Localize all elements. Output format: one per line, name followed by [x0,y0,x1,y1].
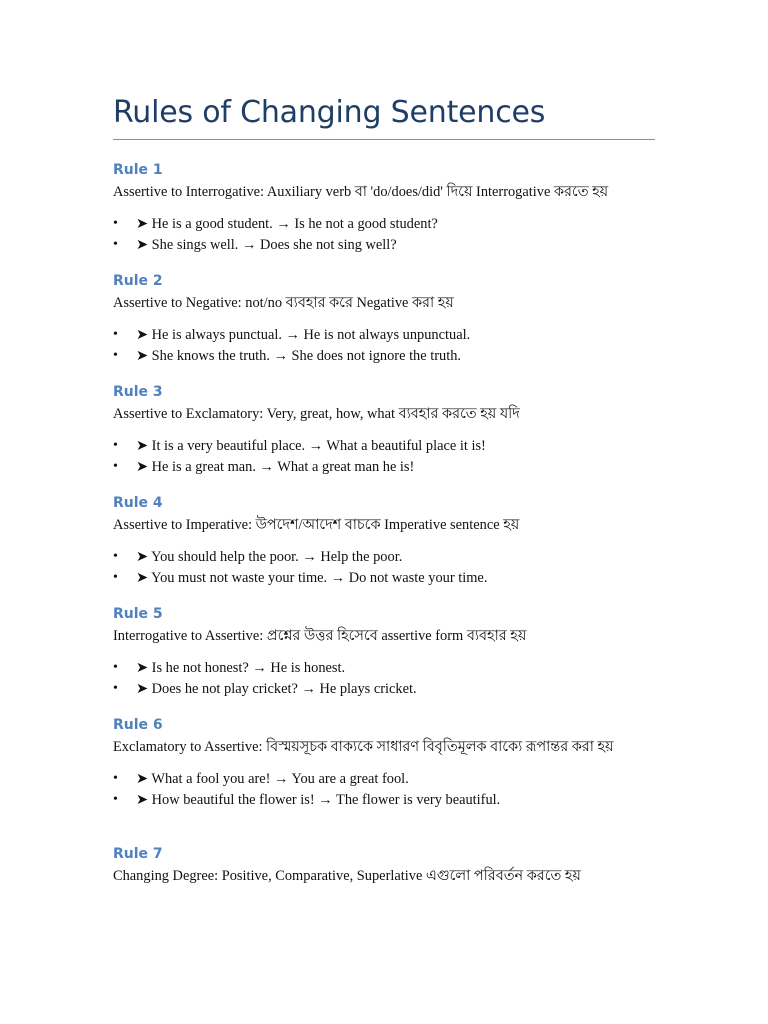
example-text: ➤ How beautiful the flower is! → The flower is very beautiful. [136,791,501,808]
rule-section-4 [113,494,658,588]
example-text: ➤ It is a very beautiful place. → What a beautiful place it is! [136,438,486,454]
example-text: ➤ He is a great man. → What a great man he is! [136,458,415,475]
example-item [113,436,658,457]
rule-heading: Rule 5 [113,606,163,622]
rule-section-2 [113,272,658,366]
rule-description: Changing Degree: Positive, Comparative, Superlative এগুলো পরিবর্তন করতে হয় [113,868,581,884]
example-text: ➤ What a fool you are! → You are a great fool. [136,771,409,787]
bullet-icon: • [113,549,118,564]
example-text: ➤ He is a good student. → Is he not a good student? [136,216,438,232]
rule-section-7 [113,845,658,886]
example-item [113,769,658,790]
example-item [113,658,658,679]
example-text: ➤ She knows the truth. → She does not ignore the truth. [136,347,462,364]
rule-heading: Rule 6 [113,717,163,733]
example-item [113,457,658,478]
example-item [113,790,658,811]
rule-section-1 [113,161,658,255]
example-list [113,658,658,699]
example-text: ➤ He is always punctual. → He is not always unpunctual. [136,327,471,343]
rule-section-5 [113,605,658,699]
rule-description: Exclamatory to Assertive: বিস্ময়সূচক বাক্যকে সাধারণ বিবৃতিমূলক বাক্যে রূপান্তর করা হয় [113,739,614,755]
example-text: ➤ You should help the poor. → Help the poor. [136,549,403,565]
bullet-icon: • [113,347,118,363]
example-text: ➤ She sings well. → Does she not sing well? [136,236,397,253]
example-list [113,214,658,255]
example-text: ➤ Is he not honest? → He is honest. [136,660,346,676]
example-list [113,547,658,588]
rule-description: Interrogative to Assertive: প্রশ্নের উত্তর হিসেবে assertive form ব্যবহার হয় [113,628,527,644]
rule-section-6 [113,716,658,810]
example-item [113,325,658,346]
example-item [113,568,658,589]
bullet-icon: • [113,236,118,252]
example-text: ➤ You must not waste your time. → Do not waste your time. [136,569,488,586]
rule-heading: Rule 4 [113,495,163,511]
bullet-icon: • [113,771,118,786]
example-item [113,679,658,700]
rule-heading: Rule 1 [113,162,163,178]
example-item [113,214,658,235]
bullet-icon: • [113,791,118,807]
rule-heading: Rule 7 [113,846,163,862]
rule-description: Assertive to Exclamatory: Very, great, how, what ব্যবহার করতে হয় যদি [113,406,520,422]
example-text: ➤ Does he not play cricket? → He plays cricket. [136,680,417,697]
example-list [113,436,658,477]
rule-description: Assertive to Imperative: উপদেশ/আদেশ বাচকে Imperative sentence হয় [113,517,520,533]
bullet-icon: • [113,438,118,453]
rule-description: Assertive to Interrogative: Auxiliary verb বা 'do/does/did' দিয়ে Interrogative করতে হয় [113,184,609,200]
page-title: Rules of Changing Sentences [113,95,546,130]
bullet-icon: • [113,327,118,342]
bullet-icon: • [113,458,118,474]
rule-description: Assertive to Negative: not/no ব্যবহার করে Negative করা হয় [113,295,454,311]
example-list [113,769,658,810]
example-list [113,325,658,366]
bullet-icon: • [113,569,118,585]
example-item [113,346,658,367]
rule-heading: Rule 2 [113,273,163,289]
rule-section-3 [113,383,658,477]
rule-heading: Rule 3 [113,384,163,400]
bullet-icon: • [113,680,118,696]
title-underline [113,139,655,140]
example-item [113,547,658,568]
bullet-icon: • [113,660,118,675]
bullet-icon: • [113,216,118,231]
example-item [113,235,658,256]
